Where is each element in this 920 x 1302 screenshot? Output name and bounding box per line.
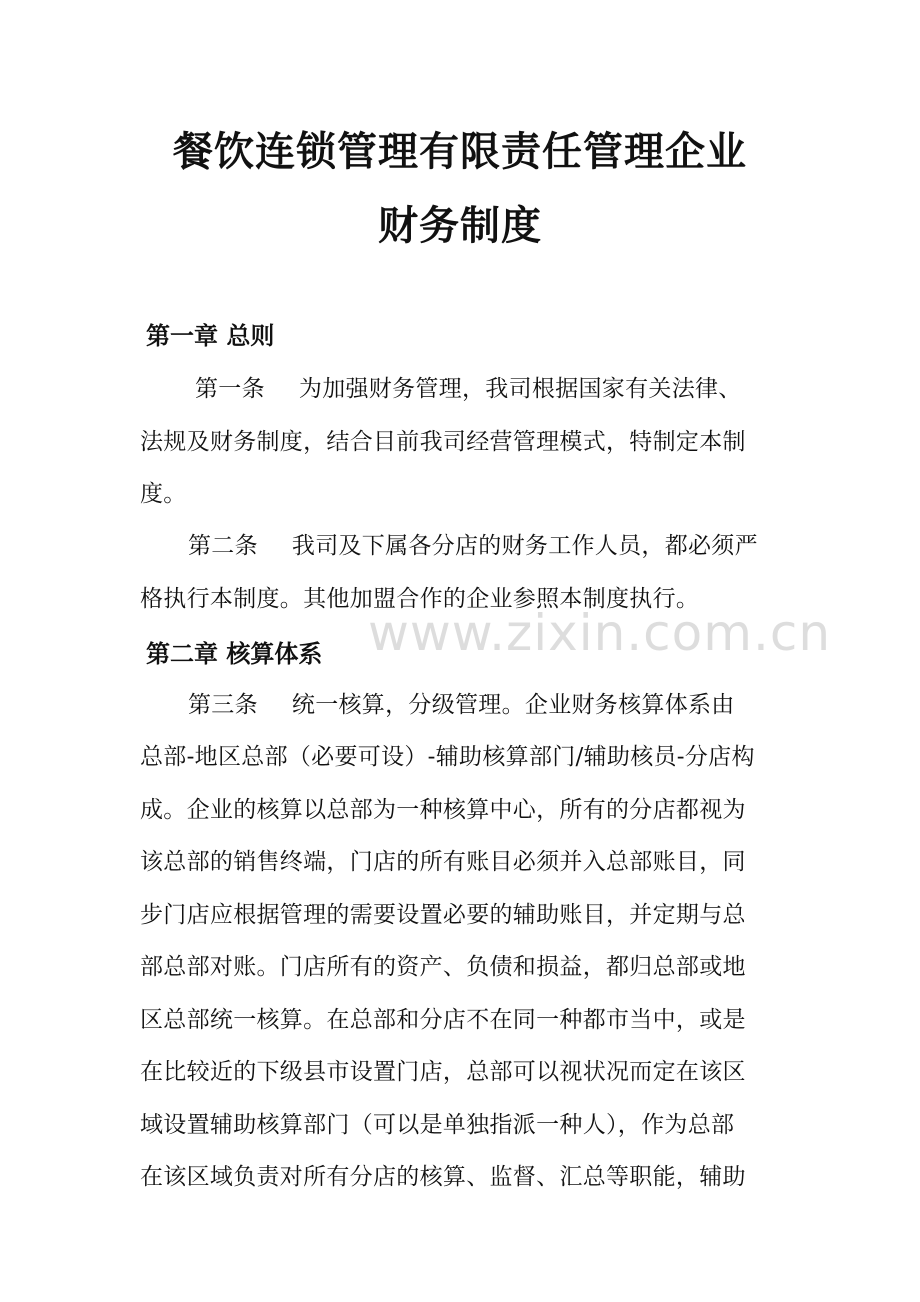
article-3-line: 步门店应根据管理的需要设置必要的辅助账目，并定期与总 bbox=[140, 902, 746, 928]
article-1-line: 法规及财务制度，结合目前我司经营管理模式，特制定本制 bbox=[140, 429, 746, 455]
article-1-line: 度。 bbox=[140, 481, 187, 507]
document-title-line-1: 餐饮连锁管理有限责任管理企业 bbox=[173, 129, 747, 175]
article-3-label: 第三条 bbox=[188, 692, 258, 718]
article-3-line: 总部-地区总部（必要可设）-辅助核算部门/辅助核员-分店构 bbox=[140, 744, 755, 770]
article-3-line: 域设置辅助核算部门（可以是单独指派一种人），作为总部 bbox=[140, 1112, 735, 1138]
article-3-line: 成。企业的核算以总部为一种核算中心，所有的分店都视为 bbox=[140, 797, 746, 823]
article-3-line: 部总部对账。门店所有的资产、负债和损益，都归总部或地 bbox=[140, 954, 746, 980]
article-3-first-line bbox=[188, 686, 735, 719]
article-2-text: 我司及下属各分店的财务工作人员，都必须严 bbox=[291, 533, 758, 559]
document-title-line-2: 财务制度 bbox=[378, 203, 542, 249]
watermark: www.zixin.com.cn bbox=[368, 604, 832, 662]
article-1-first-line bbox=[195, 370, 742, 403]
article-2-first-line bbox=[188, 527, 758, 560]
article-2-label: 第二条 bbox=[188, 533, 258, 559]
article-1-label: 第一条 bbox=[195, 376, 265, 402]
article-3-line: 区总部统一核算。在总部和分店不在同一种都市当中，或是 bbox=[140, 1007, 746, 1033]
article-3-text: 统一核算，分级管理。企业财务核算体系由 bbox=[291, 692, 735, 718]
article-2-line: 格执行本制度。其他加盟合作的企业参照本制度执行。 bbox=[140, 586, 700, 612]
article-1-text: 为加强财务管理，我司根据国家有关法律、 bbox=[298, 376, 742, 402]
article-3-line: 在该区域负责对所有分店的核算、监督、汇总等职能，辅助 bbox=[140, 1164, 746, 1190]
article-3-line: 该总部的销售终端，门店的所有账目必须并入总部账目，同 bbox=[140, 849, 746, 875]
chapter-2-heading: 第二章 核算体系 bbox=[146, 640, 323, 668]
article-3-line: 在比较近的下级县市设置门店，总部可以视状况而定在该区 bbox=[140, 1059, 746, 1085]
chapter-1-heading: 第一章 总则 bbox=[146, 322, 275, 350]
